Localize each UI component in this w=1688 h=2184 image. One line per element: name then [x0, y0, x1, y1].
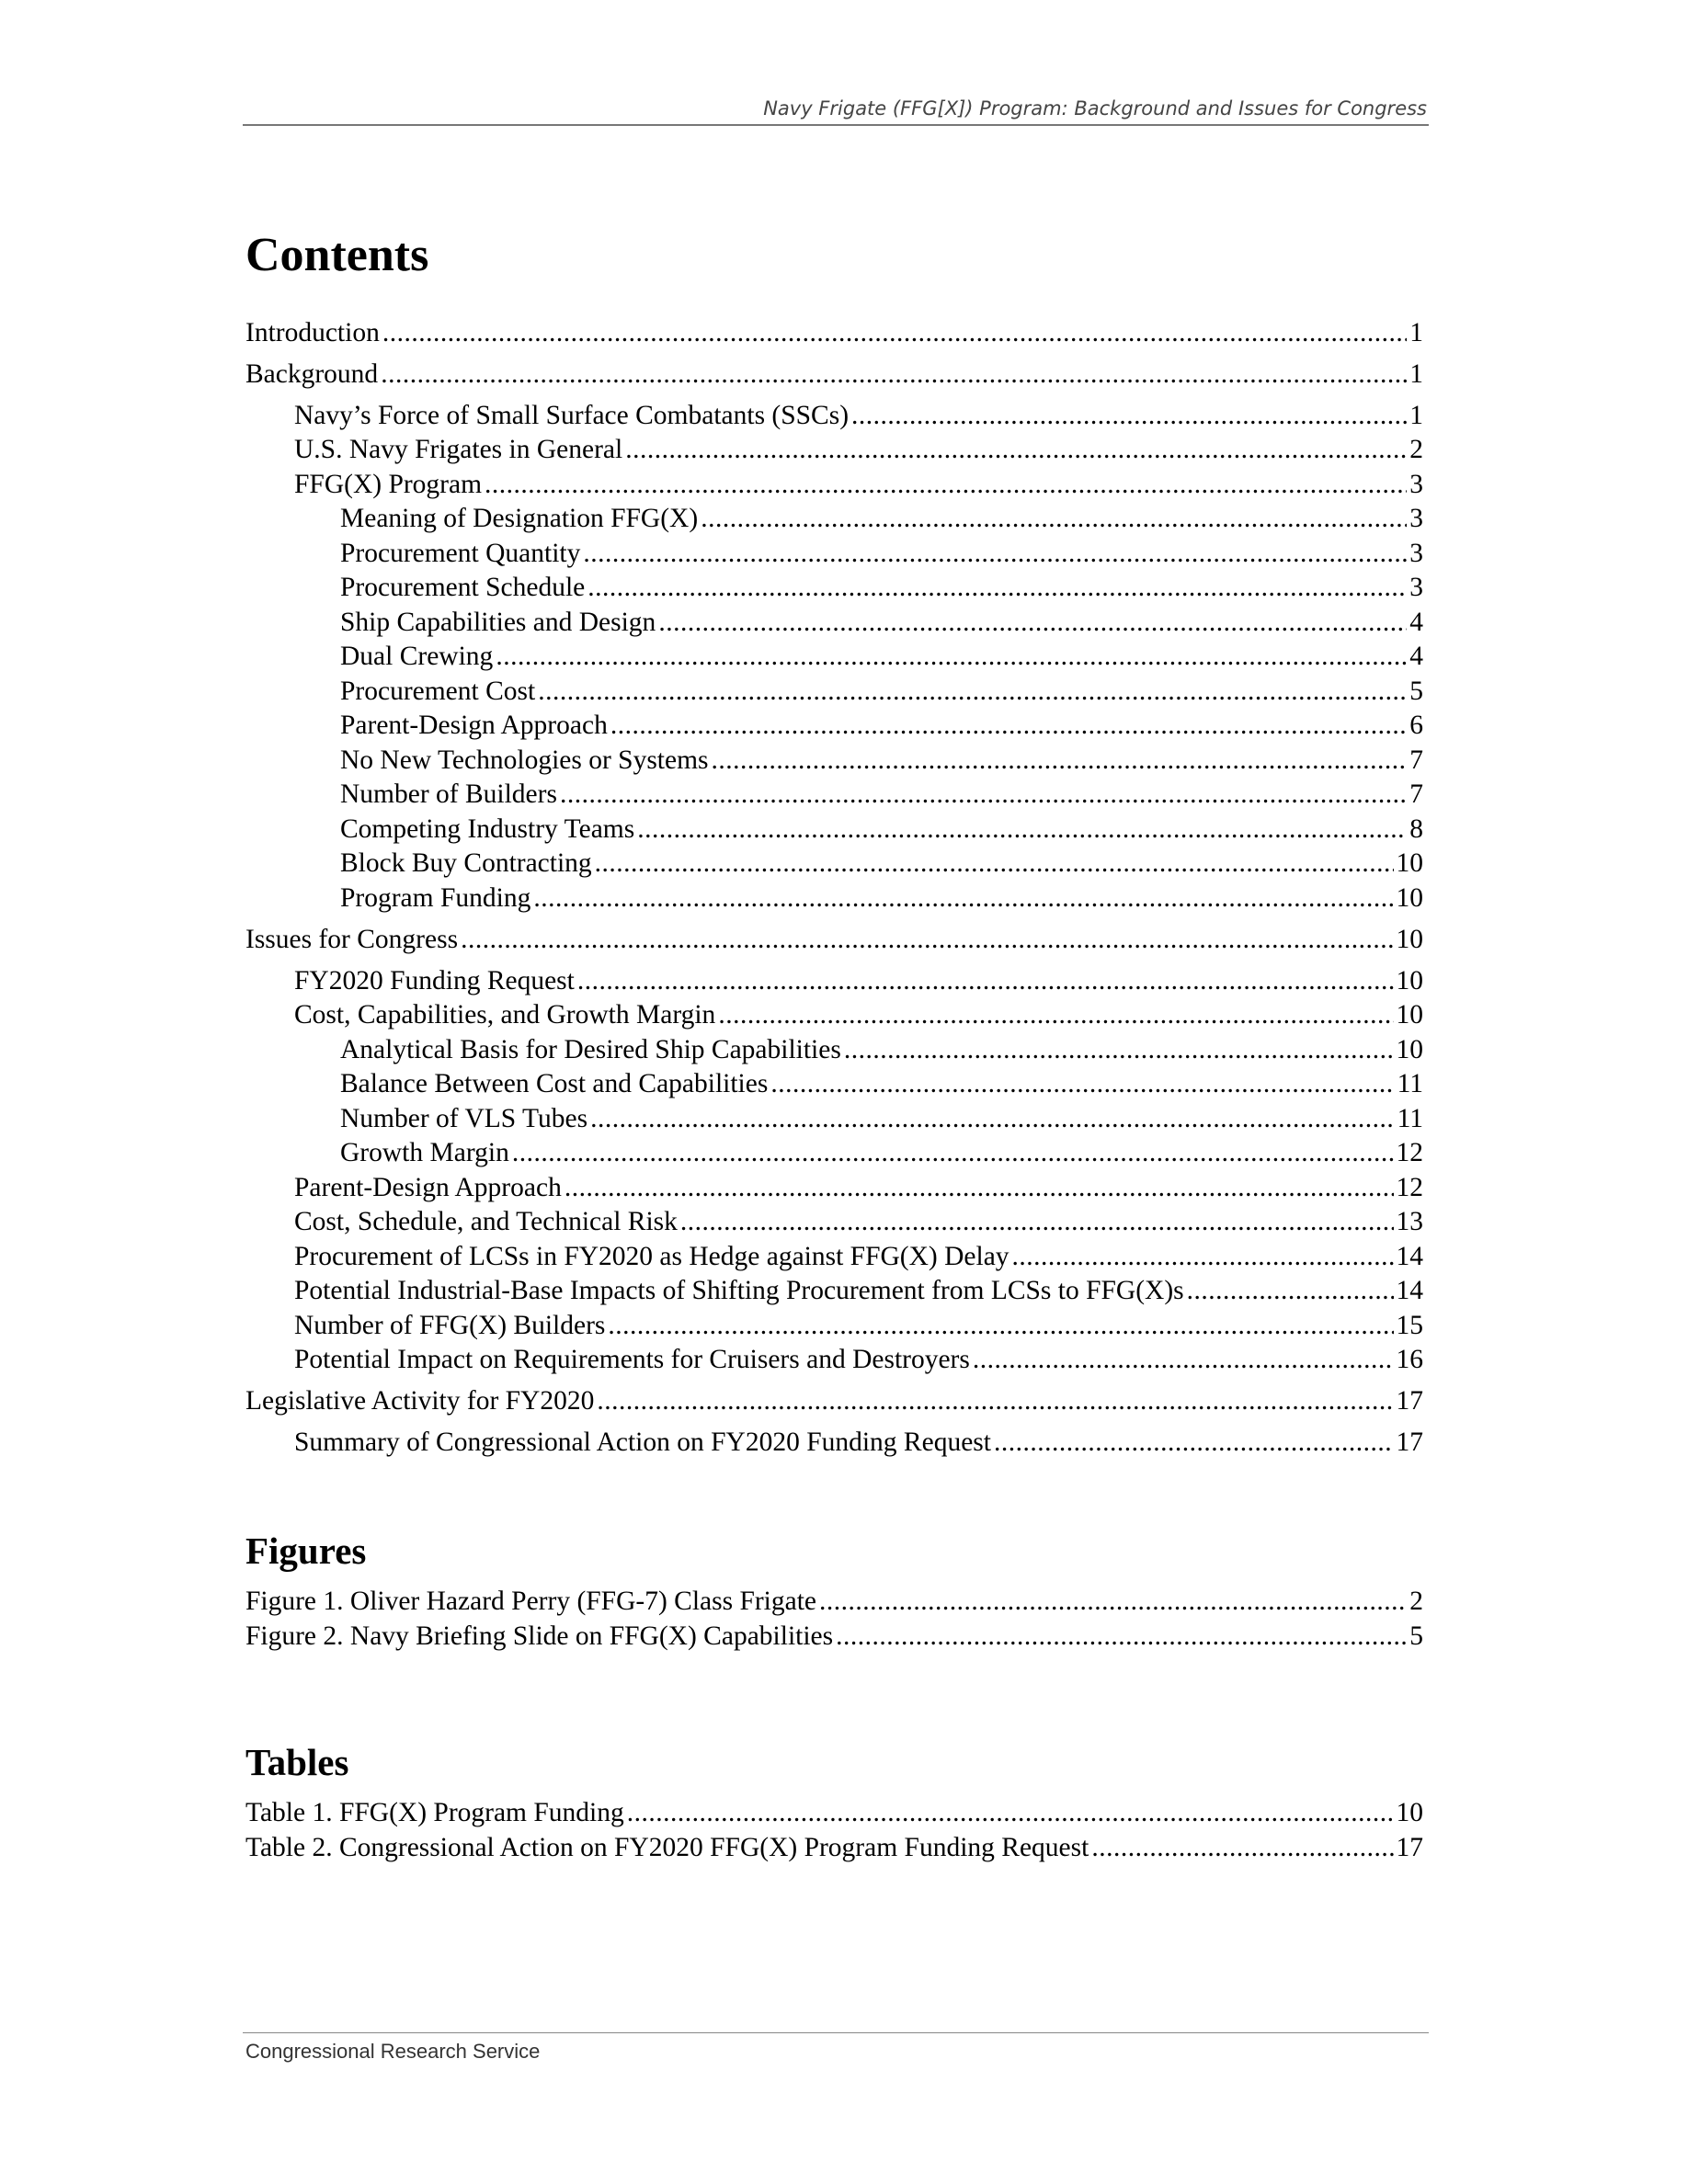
contents-entry[interactable] — [245, 468, 1423, 503]
dot-leader — [701, 502, 1407, 537]
entry-title[interactable]: Number of FFG(X) Builders — [294, 1310, 606, 1340]
entry-page-number[interactable]: 3 — [1409, 469, 1423, 499]
entry-page-number[interactable]: 3 — [1409, 538, 1423, 568]
tables-heading: Tables — [245, 1741, 349, 1783]
contents-entry[interactable] — [245, 571, 1423, 606]
entry-title[interactable]: Figure 1. Oliver Hazard Perry (FFG-7) Class Frigate — [245, 1587, 817, 1616]
entry-page-number[interactable]: 17 — [1396, 1428, 1423, 1457]
dot-leader — [485, 468, 1407, 503]
dot-leader — [496, 640, 1407, 675]
entry-title[interactable]: Procurement Cost — [340, 676, 536, 706]
entry-page-number[interactable]: 3 — [1409, 504, 1423, 533]
entry-title[interactable]: Procurement Quantity — [340, 538, 581, 568]
table-entry[interactable] — [245, 1796, 1423, 1831]
contents-entry[interactable] — [245, 1426, 1423, 1461]
dot-leader — [381, 358, 1407, 392]
entry-page-number[interactable]: 10 — [1396, 965, 1423, 995]
entry-page-number[interactable]: 13 — [1396, 1207, 1423, 1236]
contents-entry[interactable] — [245, 1102, 1423, 1137]
contents-entry[interactable] — [245, 1274, 1423, 1309]
contents-entry[interactable] — [245, 998, 1423, 1033]
entry-title[interactable]: Block Buy Contracting — [340, 848, 592, 878]
dot-leader — [597, 1384, 1393, 1419]
entry-title[interactable]: FY2020 Funding Request — [294, 965, 575, 995]
entry-page-number[interactable]: 1 — [1409, 317, 1423, 347]
entry-page-number[interactable]: 10 — [1396, 924, 1423, 954]
figures-list — [245, 1585, 1423, 1654]
entry-title[interactable]: Number of Builders — [340, 779, 557, 809]
entry-title[interactable]: Cost, Schedule, and Technical Risk — [294, 1207, 678, 1236]
dot-leader — [512, 1136, 1394, 1171]
entry-title[interactable]: Meaning of Designation FFG(X) — [340, 504, 699, 533]
entry-title[interactable]: Program Funding — [340, 882, 531, 913]
dot-leader — [973, 1343, 1394, 1378]
entry-title[interactable]: Analytical Basis for Desired Ship Capabilities — [340, 1034, 841, 1064]
entry-page-number[interactable]: 1 — [1409, 400, 1423, 430]
entry-title[interactable]: Navy’s Force of Small Surface Combatants (SSCs) — [294, 400, 850, 430]
dot-leader — [836, 1620, 1407, 1655]
entry-page-number[interactable]: 12 — [1396, 1172, 1423, 1202]
entry-title[interactable]: Issues for Congress — [245, 924, 459, 954]
header-rule — [243, 124, 1429, 126]
entry-page-number[interactable]: 10 — [1396, 1000, 1423, 1029]
entry-page-number[interactable]: 16 — [1396, 1345, 1423, 1374]
dot-leader — [587, 571, 1407, 606]
entry-title[interactable]: Figure 2. Navy Briefing Slide on FFG(X) Capabilities — [245, 1621, 834, 1651]
contents-entry[interactable] — [245, 358, 1423, 392]
entry-page-number[interactable]: 4 — [1409, 607, 1423, 637]
dot-leader — [1012, 1240, 1394, 1275]
entry-page-number[interactable]: 6 — [1409, 711, 1423, 740]
contents-entry[interactable] — [245, 675, 1423, 710]
contents-entry[interactable] — [245, 1384, 1423, 1419]
dot-leader — [994, 1426, 1394, 1461]
running-header: Navy Frigate (FFG[X]) Program: Background and Issues for Congress — [763, 97, 1427, 119]
entry-title[interactable]: Legislative Activity for FY2020 — [245, 1386, 595, 1416]
entry-title[interactable]: Balance Between Cost and Capabilities — [340, 1069, 769, 1098]
entry-page-number[interactable]: 11 — [1397, 1069, 1423, 1098]
dot-leader — [533, 882, 1393, 916]
entry-title[interactable]: Potential Industrial-Base Impacts of Shifting Procurement from LCSs to FFG(X)s — [294, 1276, 1184, 1305]
entry-page-number[interactable]: 5 — [1409, 1621, 1423, 1651]
contents-entry[interactable] — [245, 606, 1423, 641]
contents-entry[interactable] — [245, 399, 1423, 434]
dot-leader — [608, 1309, 1393, 1344]
entry-page-number[interactable]: 10 — [1396, 1034, 1423, 1064]
entry-title[interactable]: No New Technologies or Systems — [340, 745, 709, 775]
figure-entry[interactable] — [245, 1620, 1423, 1655]
dot-leader — [819, 1585, 1407, 1620]
contents-entry[interactable] — [245, 1309, 1423, 1344]
dot-leader — [590, 1102, 1395, 1137]
entry-title[interactable]: FFG(X) Program — [294, 469, 483, 499]
dot-leader — [382, 316, 1407, 351]
dot-leader — [680, 1205, 1394, 1240]
entry-page-number[interactable]: 7 — [1409, 745, 1423, 775]
entry-title[interactable]: Parent-Design Approach — [294, 1172, 562, 1202]
contents-entry[interactable] — [245, 923, 1423, 958]
dot-leader — [538, 675, 1407, 710]
dot-leader — [1187, 1274, 1394, 1309]
dot-leader — [844, 1033, 1394, 1068]
entry-page-number[interactable]: 10 — [1396, 882, 1423, 913]
entry-title[interactable]: Procurement of LCSs in FY2020 as Hedge against FFG(X) Delay — [294, 1241, 1009, 1271]
contents-entry[interactable] — [245, 1067, 1423, 1102]
entry-page-number[interactable]: 14 — [1396, 1241, 1423, 1271]
dot-leader — [658, 606, 1407, 641]
entry-page-number[interactable]: 2 — [1409, 1587, 1423, 1616]
entry-page-number[interactable]: 10 — [1396, 848, 1423, 878]
entry-title[interactable]: Number of VLS Tubes — [340, 1103, 588, 1133]
entry-title[interactable]: Competing Industry Teams — [340, 813, 635, 844]
contents-entry[interactable] — [245, 744, 1423, 779]
contents-entry[interactable] — [245, 1171, 1423, 1206]
footer-text: Congressional Research Service — [245, 2040, 541, 2063]
entry-page-number[interactable]: 17 — [1396, 1386, 1423, 1416]
entry-page-number[interactable]: 5 — [1409, 676, 1423, 706]
contents-entry[interactable] — [245, 1343, 1423, 1378]
contents-entry[interactable] — [245, 537, 1423, 572]
entry-page-number[interactable]: 4 — [1409, 642, 1423, 671]
dot-leader — [712, 744, 1408, 779]
contents-entry[interactable] — [245, 502, 1423, 537]
contents-entry[interactable] — [245, 1033, 1423, 1068]
entry-page-number[interactable]: 7 — [1409, 779, 1423, 809]
contents-entry[interactable] — [245, 882, 1423, 916]
entry-title[interactable]: Potential Impact on Requirements for Cruisers and Destroyers — [294, 1345, 970, 1374]
entry-page-number[interactable]: 17 — [1396, 1832, 1423, 1862]
dot-leader — [560, 778, 1407, 813]
entry-title[interactable]: Introduction — [245, 317, 380, 347]
contents-list — [245, 309, 1423, 1461]
dot-leader — [577, 964, 1394, 999]
entry-title[interactable]: Cost, Capabilities, and Growth Margin — [294, 1000, 716, 1029]
entry-title[interactable]: Ship Capabilities and Design — [340, 607, 656, 637]
tables-list — [245, 1796, 1423, 1865]
entry-title[interactable]: Growth Margin — [340, 1138, 509, 1167]
dot-leader — [637, 813, 1407, 847]
entry-page-number[interactable]: 15 — [1396, 1310, 1423, 1340]
contents-entry[interactable] — [245, 964, 1423, 999]
entry-page-number[interactable]: 11 — [1397, 1103, 1423, 1133]
dot-leader — [851, 399, 1407, 434]
entry-page-number[interactable]: 8 — [1409, 813, 1423, 844]
contents-entry[interactable] — [245, 433, 1423, 468]
entry-page-number[interactable]: 1 — [1409, 358, 1423, 389]
contents-heading: Contents — [245, 229, 429, 281]
contents-entry[interactable] — [245, 316, 1423, 351]
entry-page-number[interactable]: 10 — [1396, 1798, 1423, 1827]
entry-page-number[interactable]: 12 — [1396, 1138, 1423, 1167]
entry-title[interactable]: U.S. Navy Frigates in General — [294, 435, 623, 464]
footer-rule — [243, 2032, 1429, 2033]
entry-page-number[interactable]: 2 — [1409, 435, 1423, 464]
dot-leader — [770, 1067, 1394, 1102]
entry-title[interactable]: Dual Crewing — [340, 642, 494, 671]
entry-title[interactable]: Procurement Schedule — [340, 573, 586, 602]
dot-leader — [595, 847, 1394, 882]
contents-entry[interactable] — [245, 813, 1423, 847]
dot-leader — [718, 998, 1393, 1033]
contents-entry[interactable] — [245, 709, 1423, 744]
figures-heading: Figures — [245, 1530, 367, 1572]
entry-title[interactable]: Table 1. FFG(X) Program Funding — [245, 1798, 624, 1827]
contents-entry[interactable] — [245, 640, 1423, 675]
figure-entry[interactable] — [245, 1585, 1423, 1620]
entry-title[interactable]: Summary of Congressional Action on FY2020 Funding Request — [294, 1428, 991, 1457]
entry-page-number[interactable]: 3 — [1409, 573, 1423, 602]
contents-entry[interactable] — [245, 778, 1423, 813]
dot-leader — [610, 709, 1407, 744]
contents-entry[interactable] — [245, 1136, 1423, 1171]
table-entry[interactable] — [245, 1831, 1423, 1866]
dot-leader — [461, 923, 1393, 958]
dot-leader — [625, 433, 1407, 468]
dot-leader — [1091, 1831, 1393, 1866]
dot-leader — [583, 537, 1407, 572]
contents-entry[interactable] — [245, 1240, 1423, 1275]
entry-title[interactable]: Background — [245, 358, 379, 389]
entry-title[interactable]: Parent-Design Approach — [340, 711, 608, 740]
dot-leader — [565, 1171, 1394, 1206]
entry-title[interactable]: Table 2. Congressional Action on FY2020 FFG(X) Program Funding Request — [245, 1832, 1089, 1862]
entry-page-number[interactable]: 14 — [1396, 1276, 1423, 1305]
contents-entry[interactable] — [245, 1205, 1423, 1240]
contents-entry[interactable] — [245, 847, 1423, 882]
dot-leader — [627, 1796, 1394, 1831]
